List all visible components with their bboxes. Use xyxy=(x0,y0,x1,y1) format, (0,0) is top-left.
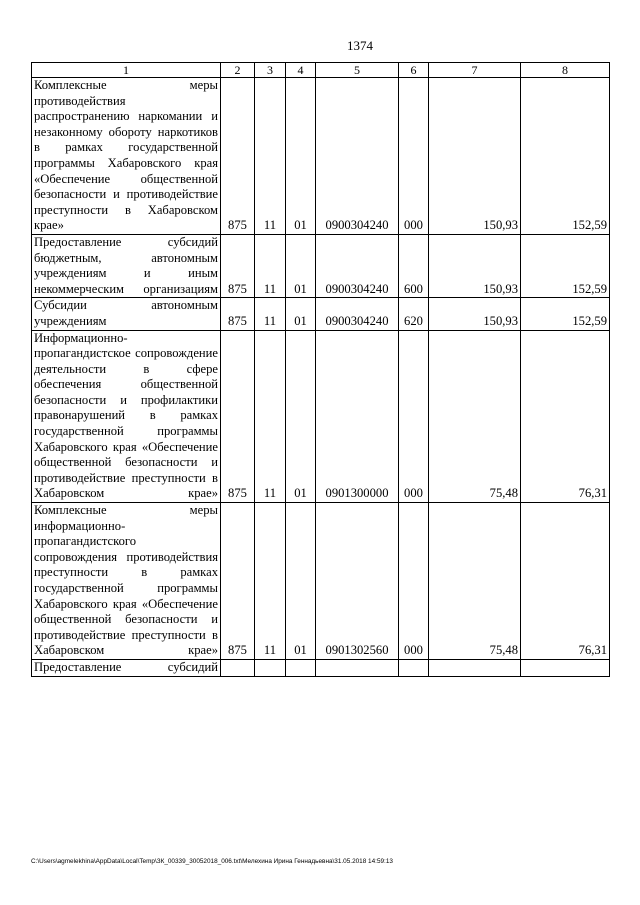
cell-amount-1: 150,93 xyxy=(429,234,521,297)
cell-glava: 875 xyxy=(221,298,255,330)
cell-amount-2: 76,31 xyxy=(521,330,610,503)
cell-glava: 875 xyxy=(221,330,255,503)
cell-target-article: 0901300000 xyxy=(316,330,399,503)
cell-target-article: 0901302560 xyxy=(316,503,399,660)
cell-razdel: 11 xyxy=(255,503,286,660)
cell-amount-1 xyxy=(429,659,521,676)
cell-glava: 875 xyxy=(221,234,255,297)
cell-amount-2: 152,59 xyxy=(521,78,610,235)
row-name: Предоставление субсидий xyxy=(32,659,221,676)
cell-expense-type: 620 xyxy=(399,298,429,330)
cell-amount-2: 152,59 xyxy=(521,234,610,297)
col-header-2: 2 xyxy=(221,63,255,78)
col-header-6: 6 xyxy=(399,63,429,78)
col-header-1: 1 xyxy=(32,63,221,78)
row-name: Субсидии автономным учреждениям xyxy=(32,298,221,330)
cell-glava: 875 xyxy=(221,503,255,660)
table-row xyxy=(32,330,610,503)
cell-podrazdel xyxy=(286,659,316,676)
cell-podrazdel: 01 xyxy=(286,298,316,330)
row-name: Комплексные меры противодействия распространению наркомании и незаконному обороту наркотиков в рамках государственной программы Хабаровского края «Обеспечение общественной безопасности и противодействие преступности в Хабаровском крае» xyxy=(32,78,221,235)
table-row xyxy=(32,234,610,297)
cell-expense-type xyxy=(399,659,429,676)
row-name: Информационно-пропагандистское сопровождение деятельности в сфере обеспечения общественной безопасности и профилактики правонарушений в рамках государственной программы Хабаровского края «Обеспечение общественной безопасности и противодействие преступности в Хабаровском крае» xyxy=(32,330,221,503)
cell-target-article xyxy=(316,659,399,676)
cell-amount-2 xyxy=(521,659,610,676)
cell-expense-type: 000 xyxy=(399,330,429,503)
cell-expense-type: 000 xyxy=(399,503,429,660)
cell-amount-1: 150,93 xyxy=(429,78,521,235)
cell-podrazdel: 01 xyxy=(286,234,316,297)
table-row xyxy=(32,659,610,676)
header-row xyxy=(32,63,610,78)
cell-target-article: 0900304240 xyxy=(316,78,399,235)
cell-razdel: 11 xyxy=(255,234,286,297)
col-header-4: 4 xyxy=(286,63,316,78)
cell-amount-2: 152,59 xyxy=(521,298,610,330)
table-row xyxy=(32,78,610,235)
row-name: Комплексные меры информационно-пропагандистского сопровождения противодействия преступности в рамках государственной программы Хабаровского края «Обеспечение общественной безопасности и противодействие преступности в Хабаровском крае» xyxy=(32,503,221,660)
cell-amount-2: 76,31 xyxy=(521,503,610,660)
col-header-7: 7 xyxy=(429,63,521,78)
budget-table xyxy=(31,62,610,677)
table-row xyxy=(32,503,610,660)
col-header-8: 8 xyxy=(521,63,610,78)
cell-expense-type: 000 xyxy=(399,78,429,235)
cell-glava: 875 xyxy=(221,78,255,235)
col-header-3: 3 xyxy=(255,63,286,78)
cell-glava xyxy=(221,659,255,676)
cell-razdel xyxy=(255,659,286,676)
cell-amount-1: 75,48 xyxy=(429,330,521,503)
cell-target-article: 0900304240 xyxy=(316,234,399,297)
cell-podrazdel: 01 xyxy=(286,503,316,660)
cell-amount-1: 75,48 xyxy=(429,503,521,660)
cell-amount-1: 150,93 xyxy=(429,298,521,330)
cell-razdel: 11 xyxy=(255,78,286,235)
page-number: 1374 xyxy=(347,38,373,53)
col-header-5: 5 xyxy=(316,63,399,78)
cell-podrazdel: 01 xyxy=(286,78,316,235)
cell-target-article: 0900304240 xyxy=(316,298,399,330)
cell-razdel: 11 xyxy=(255,330,286,503)
file-path-footer: C:\Users\agmelekhina\AppData\Local\Temp\ЗК_00339_30052018_006.txt\Мелехина Ирина Геннадьевна\31.05.2018 14:59:13 xyxy=(31,858,393,865)
cell-podrazdel: 01 xyxy=(286,330,316,503)
table-row xyxy=(32,298,610,330)
row-name: Предоставление субсидий бюджетным, автономным учреждениям и иным некоммерческим организациям xyxy=(32,234,221,297)
cell-expense-type: 600 xyxy=(399,234,429,297)
cell-razdel: 11 xyxy=(255,298,286,330)
